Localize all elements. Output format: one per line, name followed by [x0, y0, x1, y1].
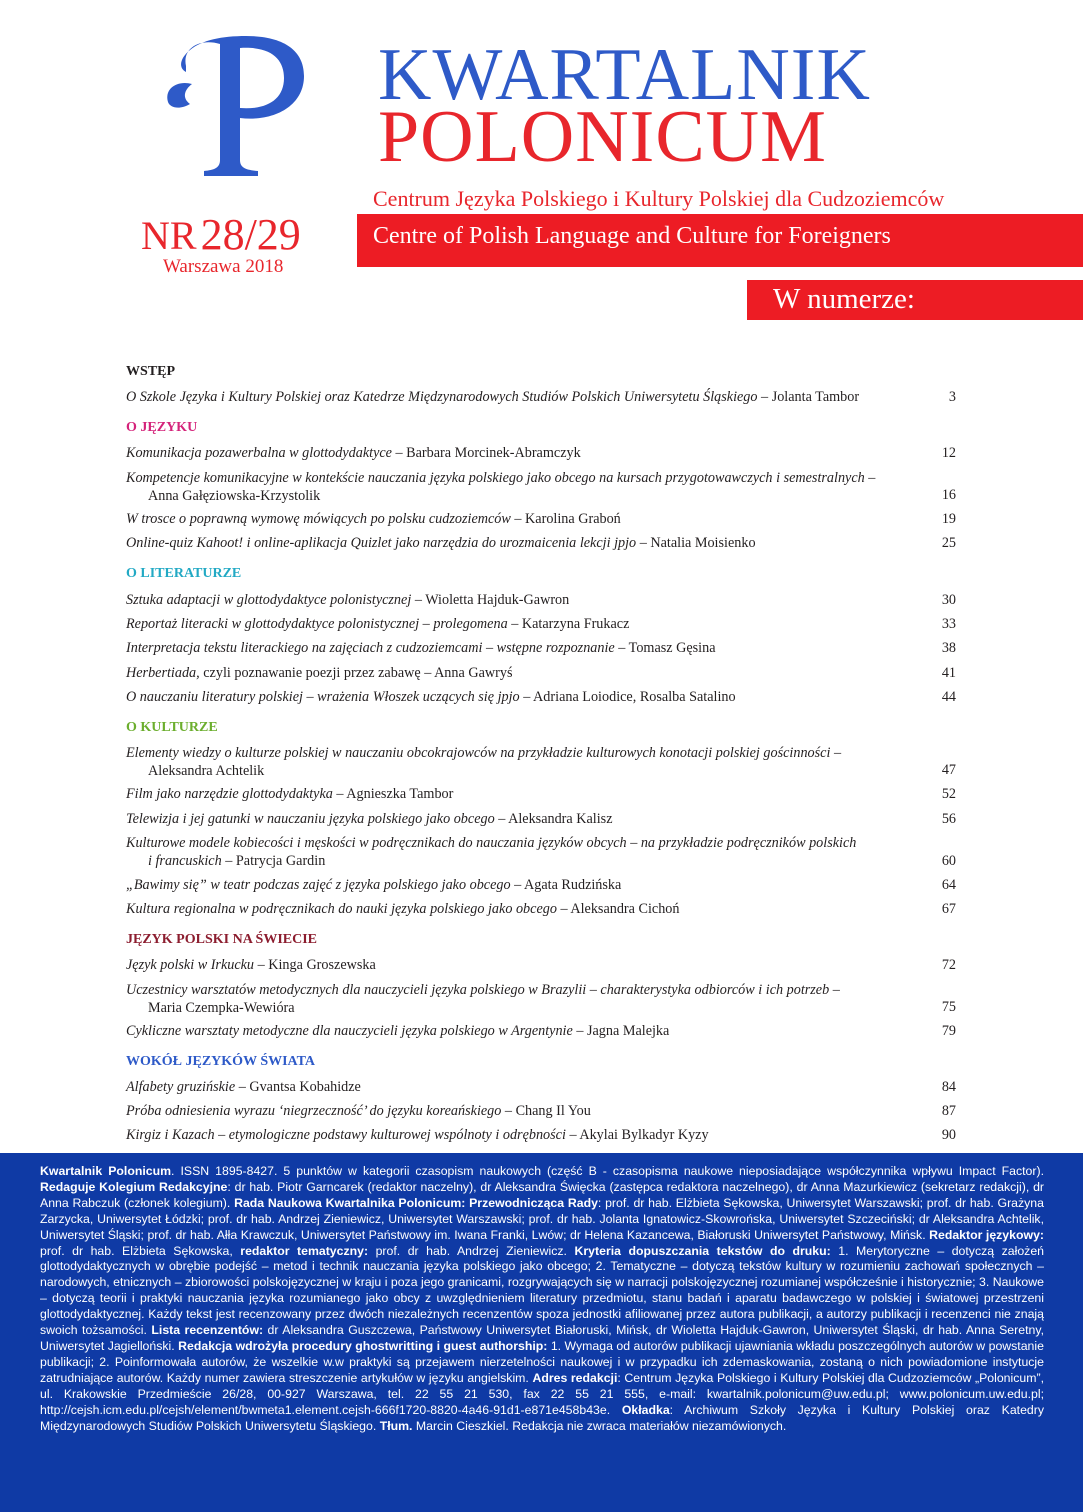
- footer-bold: Redaguje Kolegium Redakcyjne: [40, 1179, 228, 1194]
- toc-entry[interactable]: [126, 591, 902, 609]
- entry-page: 47: [941, 762, 956, 778]
- section-heading-intro: WSTĘP: [126, 364, 176, 379]
- entry-page: 56: [941, 811, 956, 827]
- entry-separator: –: [829, 982, 840, 998]
- issue-number: [141, 210, 301, 261]
- entry-title: Herbertiada,: [126, 665, 200, 681]
- toc-entry[interactable]: [126, 1102, 902, 1120]
- entry-author: – Adriana Loiodice, Rosalba Satalino: [519, 689, 736, 705]
- entry-title: O nauczaniu literatury polskiej – wrażenia Włoszek uczących się jpjo: [126, 689, 520, 705]
- entry-page: 90: [941, 1127, 956, 1143]
- toc-entry[interactable]: [126, 534, 902, 552]
- footer-text: . ISSN 1895-8427. 5 punktów w kategorii czasopism naukowych (część B - czasopisma naukowe nieposiadające współczynnika wpływu Impact Factor).: [171, 1164, 1044, 1178]
- footer-text: : Centrum Języka Polskiego i Kultury Polskiej dla Cudzoziemców „Polonicum”, ul. Krakowskie Przedmieście 26/28, 00-927 Warszawa, tel. 22 55 21 530, fax 22 55 21 555, e-mail: kwartalnik.polonicum@uw.edu.pl; www.polonicum.uw.edu.pl; http://cejsh.icm.edu.pl/cejsh/element/bwmeta1.element.cejsh-666f1720-8820-4a46-91d1-e871e458b43e.: [40, 1370, 1044, 1417]
- entry-page: 87: [941, 1103, 956, 1119]
- entry-page: 16: [941, 487, 956, 503]
- entry-title: Kulturowe modele kobiecości i męskości w podręcznikach do nauczania języków obcych – na przykładzie podręczników polskich: [126, 835, 857, 851]
- section-heading-culture: O KULTURZE: [126, 720, 218, 735]
- entry-page: 84: [941, 1079, 956, 1095]
- entry-title: Elementy wiedzy o kulturze polskiej w nauczaniu obcokrajowców na przykładzie kulturowych konotacji polskiej gościnności: [126, 745, 831, 761]
- institution-name-en: Centre of Polish Language and Culture for Foreigners: [373, 223, 891, 249]
- entry-title: W trosce o poprawną wymowę mówiących po polsku cudzoziemców: [126, 511, 511, 527]
- footer-bold: Okładka: [621, 1402, 670, 1417]
- toc-entry[interactable]: [126, 744, 902, 780]
- entry-author: – Chang Il You: [501, 1103, 591, 1119]
- entry-separator: –: [830, 745, 842, 761]
- entry-page: 79: [941, 1023, 956, 1039]
- entry-title: Sztuka adaptacji w glottodydaktyce polonistycznej: [126, 592, 412, 608]
- entry-author: – Patrycja Gardin: [221, 853, 326, 869]
- toc-entry[interactable]: [126, 1078, 902, 1096]
- entry-author: – Aleksandra Kalisz: [494, 811, 613, 827]
- entry-title: Próba odniesienia wyrazu ‘niegrzeczność’ do języku koreańskiego: [126, 1103, 502, 1119]
- section-heading-world-languages: WOKÓŁ JĘZYKÓW ŚWIATA: [126, 1054, 316, 1069]
- place-year: Warszawa 2018: [163, 256, 284, 277]
- entry-title-end: i francuskich: [148, 853, 222, 869]
- toc-entry[interactable]: [126, 900, 902, 918]
- entry-page: 12: [941, 445, 956, 461]
- entry-title: O Szkole Języka i Kultury Polskiej oraz Katedrze Międzynarodowych Studiów Polskich Uniwersytetu Śląskiego: [126, 389, 758, 405]
- journal-title-line1: KWARTALNIK: [378, 34, 871, 116]
- entry-title: „Bawimy się” w teatr podczas zajęć z języka polskiego jako obcego: [126, 877, 511, 893]
- entry-title: Film jako narzędzie glottodydaktyka: [126, 786, 333, 802]
- section-heading-language: O JĘZYKU: [126, 420, 198, 435]
- footer-text: 1. Merytoryczne – dotyczą założeń glottodydaktycznych w obrębie podejść – metod i technik nauczania języka polskiego jako obcego; 2. Tematyczne – dotyczą tekstów kultury w rozumieniu zachowań społecznych – narodowych, etnicznych – zbiorowości polskojęzycznej w kraju i poza jego granicami, rozgrywających się w narracji polskojęzycznej rozumianej współcześnie i historycznie; 3. Naukowe – dotyczą teorii i praktyki nauczania języka rozumianego jako obcy z uwzględnieniem literatury przedmiotu, stanu badań i aparatu badawczego w polskiej i światowej przestrzeni glottodydaktycznej. Każdy tekst jest recenzowany przez dwóch niezależnych recenzentów spoza jednostki afiliowanej przez autora publikacji, a autorzy publikacji i recenzenci nie znają swoich tożsamości.: [40, 1243, 1044, 1338]
- entry-author: – Karolina Graboń: [510, 511, 621, 527]
- entry-title: Telewizja i jej gatunki w nauczaniu języka polskiego jako obcego: [126, 811, 495, 827]
- footer-text: dr Aleksandra Guszczewa, Państwowy Uniwersytet Białoruski, Mińsk, dr Wioletta Hajduk-Gawron, Uniwersytet Śląski, dr hab. Anna Seretny, Uniwersytet Jagielloński.: [40, 1323, 1044, 1353]
- footer-text: : Archiwum Szkoły Języka i Kultury Polskiej oraz Katedry Międzynarodowych Studiów Polskich Uniwersytetu Śląskiego.: [40, 1402, 1044, 1433]
- entry-title: Uczestnicy warsztatów metodycznych dla nauczycieli języka polskiego w Brazylii – charakterystyka odbiorców i ich potrzeb: [126, 982, 830, 998]
- toc-entry[interactable]: [126, 876, 902, 894]
- section-heading-literature: O LITERATURZE: [126, 566, 242, 581]
- journal-title-line2: POLONICUM: [378, 96, 827, 178]
- toc-entry[interactable]: [126, 981, 902, 1017]
- entry-page: 25: [941, 535, 956, 551]
- footer-text: prof. dr hab. Andrzej Zieniewicz.: [368, 1243, 575, 1258]
- entry-title: Interpretacja tekstu literackiego na zajęciach z cudzoziemcami – wstępne rozpoznanie: [126, 640, 615, 656]
- entry-title: Kirgiz i Kazach – etymologiczne podstawy kulturowej wspólnoty i odrębności: [126, 1127, 566, 1143]
- footer-text: 1. Wymaga od autorów publikacji ujawniania wkładu poszczególnych autorów w powstanie publikacji; 2. Poinformowała autorów, że wszelkie w.w praktyki są przejawem nierzetelności naukowej i w przypadku ich zdemaskowania, zostaną o nich powiadomione instytucje zatrudniające autorów. Każdy numer zawiera streszczenie artykułów w języku angielskim.: [40, 1338, 1044, 1385]
- entry-page: 64: [941, 877, 956, 893]
- footer-text: Marcin Cieszkiel. Redakcja nie zwraca materiałów niezamówionych.: [412, 1418, 787, 1433]
- entry-page: 3: [948, 389, 956, 405]
- issue-prefix: NR: [141, 213, 197, 258]
- footer-bold: Rada Naukowa Kwartalnika Polonicum: Przewodnicząca Rady: [234, 1195, 598, 1210]
- entry-title: Język polski w Irkucku: [126, 957, 255, 973]
- toc-entry[interactable]: [126, 639, 902, 657]
- editorial-info: [40, 1164, 1044, 1434]
- entry-title: Cykliczne warsztaty metodyczne dla nauczycieli języka polskiego w Argentynie: [126, 1023, 573, 1039]
- entry-page: 52: [941, 786, 956, 802]
- toc-entry[interactable]: [126, 834, 902, 870]
- toc-entry[interactable]: [126, 664, 902, 682]
- entry-page: 38: [941, 640, 956, 656]
- entry-page: 19: [941, 511, 956, 527]
- entry-page: 41: [941, 665, 956, 681]
- entry-author: – Kinga Groszewska: [254, 957, 376, 973]
- entry-author: – Natalia Moisienko: [636, 535, 756, 551]
- entry-title: Kultura regionalna w podręcznikach do nauki języka polskiego jako obcego: [126, 901, 557, 917]
- toc-entry[interactable]: [126, 615, 902, 633]
- footer-bold: Redakcja wdrożyła procedury ghostwritting i guest authorship:: [178, 1338, 548, 1353]
- footer-bold: redaktor tematyczny:: [240, 1243, 369, 1258]
- polonicum-logo: [162, 18, 312, 178]
- entry-page: 75: [941, 999, 956, 1015]
- entry-author: – Agata Rudzińska: [510, 877, 622, 893]
- entry-author: – Barbara Morcinek-Abramczyk: [391, 445, 581, 461]
- toc-entry[interactable]: [126, 388, 902, 406]
- entry-author: Aleksandra Achtelik: [148, 763, 265, 779]
- entry-author: – Gvantsa Kobahidze: [235, 1079, 361, 1095]
- entry-separator: –: [864, 470, 876, 486]
- inside-label: W numerze:: [773, 283, 915, 315]
- entry-author: – Wioletta Hajduk-Gawron: [411, 592, 570, 608]
- entry-author: Anna Gałęziowska-Krzystolik: [148, 488, 321, 504]
- entry-author: czyli poznawanie poezji przez zabawę – Anna Gawryś: [199, 665, 513, 681]
- toc-entry[interactable]: [126, 469, 902, 505]
- entry-author: – Agnieszka Tambor: [332, 786, 454, 802]
- entry-author: – Jagna Malejka: [572, 1023, 670, 1039]
- entry-page: 67: [941, 901, 956, 917]
- footer-bold: Tłum.: [379, 1418, 413, 1433]
- entry-title-cont: [126, 852, 902, 870]
- footer-text: : dr hab. Piotr Garncarek (redaktor naczelny), dr Aleksandra Święcka (zastępca redaktora naczelnego), dr Anna Mazurkiewicz (sekretarz redakcji), dr Anna Rabczuk (członek kolegium).: [40, 1179, 1044, 1210]
- toc-entry[interactable]: [126, 785, 902, 803]
- entry-author: – Aleksandra Cichoń: [556, 901, 680, 917]
- entry-title: Online-quiz Kahoot! i online-aplikacja Quizlet jako narzędzia do urozmaicenia lekcji jpjo: [126, 535, 637, 551]
- entry-title: Reportaż literacki w glottodydaktyce polonistycznej – prolegomena: [126, 616, 508, 632]
- entry-author: – Jolanta Tambor: [757, 389, 860, 405]
- issue-value: 28/29: [200, 210, 301, 259]
- footer-text: prof. dr hab. Elżbieta Sękowska,: [40, 1243, 241, 1258]
- entry-page: 33: [941, 616, 956, 632]
- entry-title: Komunikacja pozawerbalna w glottodydaktyce: [126, 445, 392, 461]
- toc-entry[interactable]: [126, 1022, 902, 1040]
- entry-page: 60: [941, 853, 956, 869]
- entry-author: – Katarzyna Frukacz: [507, 616, 630, 632]
- footer-bold: Lista recenzentów:: [151, 1323, 264, 1338]
- entry-author: Maria Czempka-Wewióra: [148, 1000, 295, 1016]
- entry-title: Alfabety gruzińskie: [126, 1079, 236, 1095]
- toc-entry[interactable]: [126, 510, 902, 528]
- entry-author: – Akylai Bylkadyr Kyzy: [565, 1127, 709, 1143]
- footer-text: : prof. dr hab. Elżbieta Sękowska, Uniwersytet Warszawski; prof. dr hab. Grażyna Zarzycka, Uniwersytet Łódzki; prof. dr hab. Andrzej Zieniewicz, Uniwersytet Warszawski; prof. dr hab. Jolanta Ignatowicz-Skowrońska, Uniwersytet Szczeciński; dr Aleksandra Achtelik, Uniwersytet Śląski; prof. dr hab. Ałła Krawczuk, Uniwersytet Państwowy im. Iwana Franki, Lwów; dr Helena Kazancewa, Białoruski Uniwersytet Państwowy, Mińsk.: [40, 1195, 1044, 1242]
- entry-author: – Tomasz Gęsina: [614, 640, 716, 656]
- footer-bold: Kryteria dopuszczania tekstów do druku:: [574, 1243, 831, 1258]
- entry-page: 72: [941, 957, 956, 973]
- toc-entry[interactable]: [126, 1126, 902, 1144]
- entry-title: Kompetencje komunikacyjne w kontekście nauczania języka polskiego jako obcego na kursach przygotowawczych i semestralnych: [126, 470, 865, 486]
- footer-bold: Redaktor językowy:: [929, 1227, 1044, 1242]
- footer-bold: Adres redakcji: [532, 1370, 618, 1385]
- institution-name-pl: Centrum Języka Polskiego i Kultury Polskiej dla Cudzoziemców: [373, 186, 945, 211]
- toc-entry[interactable]: [126, 688, 902, 706]
- section-heading-polish-world: JĘZYK POLSKI NA ŚWIECIE: [126, 932, 317, 947]
- toc-entry[interactable]: [126, 956, 902, 974]
- toc-entry[interactable]: [126, 810, 902, 828]
- journal-name: Kwartalnik Polonicum: [40, 1164, 172, 1178]
- toc-entry[interactable]: [126, 444, 902, 462]
- entry-page: 44: [941, 689, 956, 705]
- entry-page: 30: [941, 592, 956, 608]
